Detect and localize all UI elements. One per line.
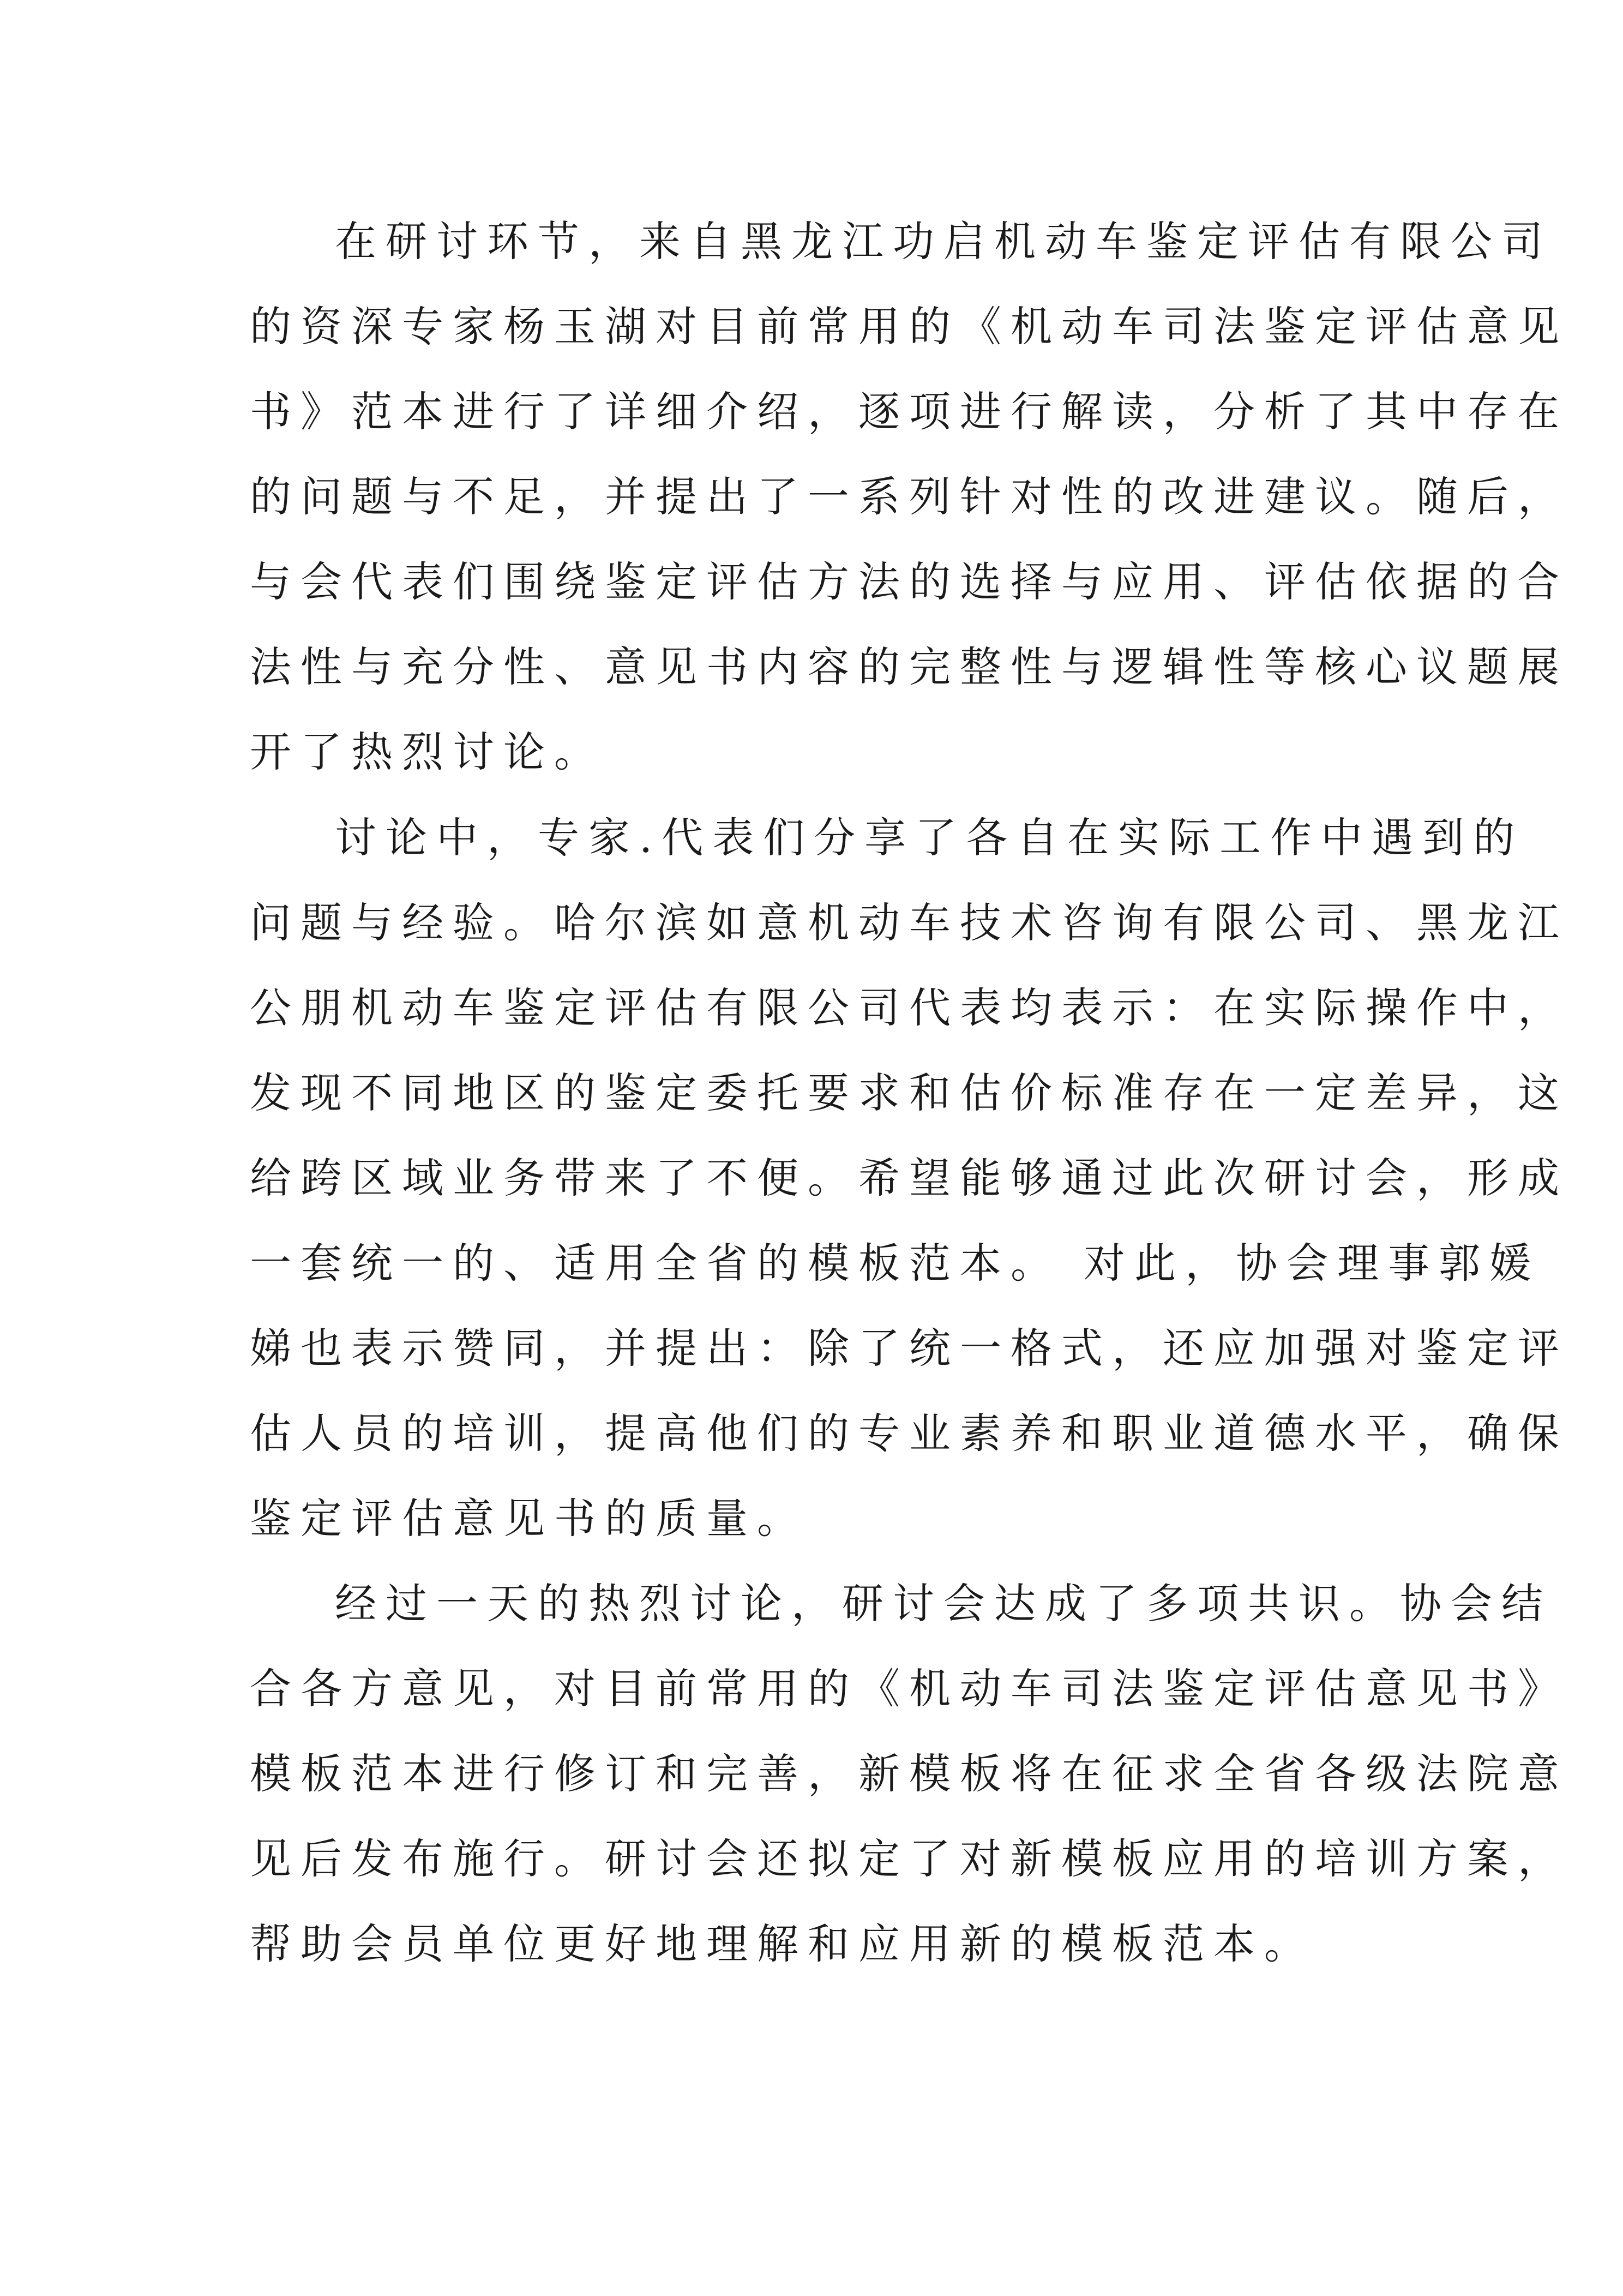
text-line: 发现不同地区的鉴定委托要求和估价标准存在一定差异，这 (250, 1069, 1568, 1117)
text-line: 的问题与不足，并提出了一系列针对性的改进建议。随后， (250, 472, 1568, 521)
text-line: 书》范本进行了详细介绍，逐项进行解读，分析了其中存在 (250, 387, 1568, 436)
text-line: 的资深专家杨玉湖对目前常用的《机动车司法鉴定评估意见 (250, 302, 1568, 351)
text-line: 合各方意见，对目前常用的《机动车司法鉴定评估意见书》 (250, 1664, 1568, 1713)
text-line: 在研讨环节，来自黑龙江功启机动车鉴定评估有限公司 (335, 217, 1552, 266)
text-line: 鉴定评估意见书的质量。 (250, 1494, 808, 1543)
text-line: 经过一天的热烈讨论，研讨会达成了多项共识。协会结 (335, 1579, 1552, 1628)
text-line: 问题与经验。哈尔滨如意机动车技术咨询有限公司、黑龙江 (250, 898, 1568, 947)
text-line: 讨论中，专家.代表们分享了各自在实际工作中遇到的 (335, 813, 1524, 862)
text-line: 一套统一的、适用全省的模板范本。 对此，协会理事郭媛 (250, 1239, 1541, 1287)
text-line: 见后发布施行。研讨会还拟定了对新模板应用的培训方案， (250, 1835, 1568, 1883)
text-line: 给跨区域业务带来了不便。希望能够通过此次研讨会，形成 (250, 1154, 1568, 1202)
text-line: 与会代表们围绕鉴定评估方法的选择与应用、评估依据的合 (250, 557, 1568, 606)
text-line: 帮助会员单位更好地理解和应用新的模板范本。 (250, 1920, 1315, 1968)
text-line: 娣也表示赞同，并提出：除了统一格式，还应加强对鉴定评 (250, 1324, 1568, 1372)
text-line: 开了热烈讨论。 (250, 728, 605, 776)
text-line: 估人员的培训，提高他们的专业素养和职业道德水平，确保 (250, 1409, 1568, 1458)
text-line: 公朋机动车鉴定评估有限公司代表均表示：在实际操作中， (250, 984, 1568, 1032)
text-line: 法性与充分性、意见书内容的完整性与逻辑性等核心议题展 (250, 643, 1568, 691)
text-line: 模板范本进行修订和完善，新模板将在征求全省各级法院意 (250, 1749, 1568, 1798)
